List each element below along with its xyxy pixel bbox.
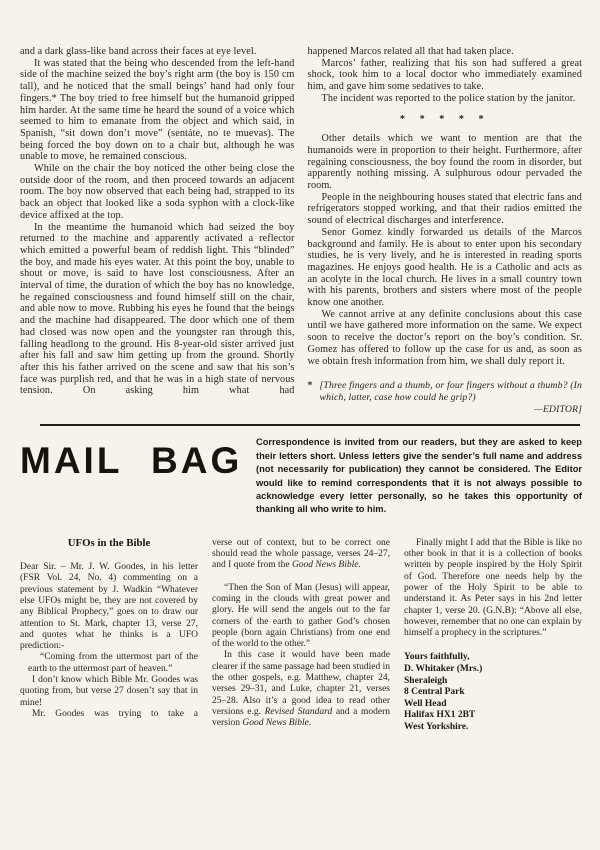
article-paragraph: Senor Gomez kindly forwarded us details of the Marcos background and family. He is about to enter upon his secondary studies, he is very lively, and he is interested in reading sports magazines. He enjoys good health. He is a Catholic and acts as an acolyte in the local church. He lives in a small country town with his parents, brothers and sisters where most of the people know one another. [307,226,582,309]
signature-line: Well Head [404,698,447,709]
letter-text: verse out of context, but to be correct one should read the whole passage, verses 24–27, and I quote from the [212,537,390,571]
book-title-italic: Good News Bible [242,718,309,729]
correspondence-notice: Correspondence is invited from our readers, but they are asked to keep their letters short. Unless letters give the sender’s full name and address (not necessarily for publication) they cannot be considered. The Editor would like to remind correspondents that it is not always possible to acknowledge every letter personally, so he takes this opportunity of thanking all who write to him. [256,437,582,515]
article-section [20,46,582,416]
article-right-column [308,46,583,416]
article-paragraph: In the meantime the humanoid which had seized the boy returned to the machine and apparently activated a reflector which emitted a powerful beam of reddish light. This “blinded” the boy, and made his eyes water. At this point the boy, unable to shout or move, is said to have lost consciousness. After an interval of time, the duration of which the boy has no knowledge, he regained consciousness and found himself still on the chair, and able now to move. Rubbing his eyes he found that the beings and the machine had disappeared. The door which one of them had closed was now open and the youngster ran through this, falling headlong to the ground. His 8-year-old sister arrived just after his fall and saw him getting up from the ground. Shortly after this his father arrived on the scene and saw that his son’s face was purplish red, and that he was in a high state of nervous tension. On asking him what had [20,221,295,397]
mailbag-header [20,436,582,516]
section-divider-rule [40,424,580,426]
article-paragraph: While on the chair the boy noticed the other being close the outside door of the room, and then proceed towards an adjacent room. The boy now observed that each being had, strapped to its back an object that looked like a soda syphon with a clock-like device affixed at the top. [20,163,295,221]
article-paragraph: Marcos’ father, realizing that his son had suffered a great shock, took him to a local doctor who immediately examined him, and gave him some sedatives to take. [307,57,582,93]
letter-column-2 [212,538,390,734]
letter-paragraph: I don’t know which Bible Mr. Goodes was quoting from, but verse 27 dosen’t say that in mine! [20,674,198,708]
letter-paragraph: Finally might I add that the Bible is like no other book in that it is a collection of books written by people inspired by the Holy Spirit of God. Therefore one needs help by the power of the Holy Spirit to be able to understand it. As Peter says in his 2nd letter chapter 1, verse 20. (G.N.B): “Above all else, however, remember that no one can explain by himself a prophecy in the scriptures.” [404,537,582,639]
book-title-italic: Good News Bible. [291,560,361,571]
article-paragraph: happened Marcos related all that had taken place. [307,46,514,57]
article-left-column [20,46,295,416]
letter-quote: “Coming from the uttermost part of the earth to the uttermost part of heaven.” [28,652,198,674]
letter-paragraph: Dear Sir. – Mr. J. W. Goodes, in his letter (FSR Vol. 24, No. 4) commenting on a previous statement by J. Wadkin “Whatever else UFOs might be, they are not covered by any Biblical Prophecy,” goes on to draw our attention to St. Mark, chapter 13, verse 27, and quotes what he thinks is a UFO prediction:- [20,562,198,652]
letter-column-1 [20,538,198,734]
signature-line: West Yorkshire. [404,721,469,732]
signature-line: Halifax HX1 2BT [404,710,476,721]
footnote-text: [Three fingers and a thumb, or four fingers without a thumb? (In which, latter, case how could he grip?) [319,380,582,404]
letter-paragraph: Mr. Goodes was trying to take a [32,708,198,719]
letter-paragraph [212,650,390,729]
article-paragraph: We cannot arrive at any definite conclusions about this case until we have gathered more information on the same. We expect soon to receive the doctor’s report on the boy’s condition. Sr. Gomez has offered to follow up the case for us and, as soon as we obtain fresh information from him, we shall duly report it. [307,308,582,367]
letter-column-3 [404,538,582,734]
editor-footnote [308,380,583,416]
footnote-asterisk: * [307,380,313,392]
article-paragraph: It was stated that the being who descended from the left-hand side of the machine seized the boy’s right arm (the boy is 150 cm tall), and he noticed that the small beings’ hand had only four fingers.* The boy tried to free himself but the humanoid gripped him harder. At the same time he heard the sound of a voice which seemed to him to emanate from the object and which said, in Spanish, “sit down don’t move” (sentáte, no te muevas). The being forced the boy down on to a chair but, although he was unable to move, he remained conscious. [20,57,295,163]
signature-line: Yours faithfully, [404,652,470,663]
footnote-attribution: —EDITOR] [534,404,582,416]
book-title-italic: Revised Standard [264,706,333,717]
signature-line: D. Whitaker (Mrs.) [404,663,483,674]
article-paragraph: People in the neighbouring houses stated that electric fans and refrigerators stopped working, and that their radios emitted the sound of electrical discharges and interference. [307,191,582,227]
letter-text: In this case it would have been made clearer if the same passage had been studied in the other gospels, e.g. Matthew, chapter 24, verses 29–31, and Luke, chapter 21, verses 25–28. Also it’s a good idea to read other versions e.g. [212,650,390,717]
letters-section [20,538,582,734]
letter-paragraph: “Then the Son of Man (Jesus) will appear, coming in the clouds with great power and glory. He will send the angels out to the far corners of the earth to gather God’s chosen people (born again Christians) from one end of the world to the other.” [212,582,390,650]
article-paragraph: and a dark glass-like band across their faces at eye level. [20,46,257,57]
letter-text: . [308,718,312,729]
letter-signature [404,652,582,733]
article-paragraph: The incident was reported to the police station by the janitor. [321,92,576,104]
letter-text: and a modern version [212,706,390,729]
asterisk-separator: * * * * * [399,113,490,125]
letter-paragraph [212,538,390,572]
article-paragraph: Other details which we want to mention are that the humanoids were in proportion to their height. Furthermore, after regaining consciousness, the boy found the room in disorder, but apparently nothing missing. A sulphurous odour pervaded the room. [307,133,582,192]
signature-line: Sheraleigh [404,675,448,686]
signature-line: 8 Central Park [404,687,465,698]
mailbag-title: MAIL BAG [20,440,243,482]
letter-heading: UFOs in the Bible [67,536,151,549]
